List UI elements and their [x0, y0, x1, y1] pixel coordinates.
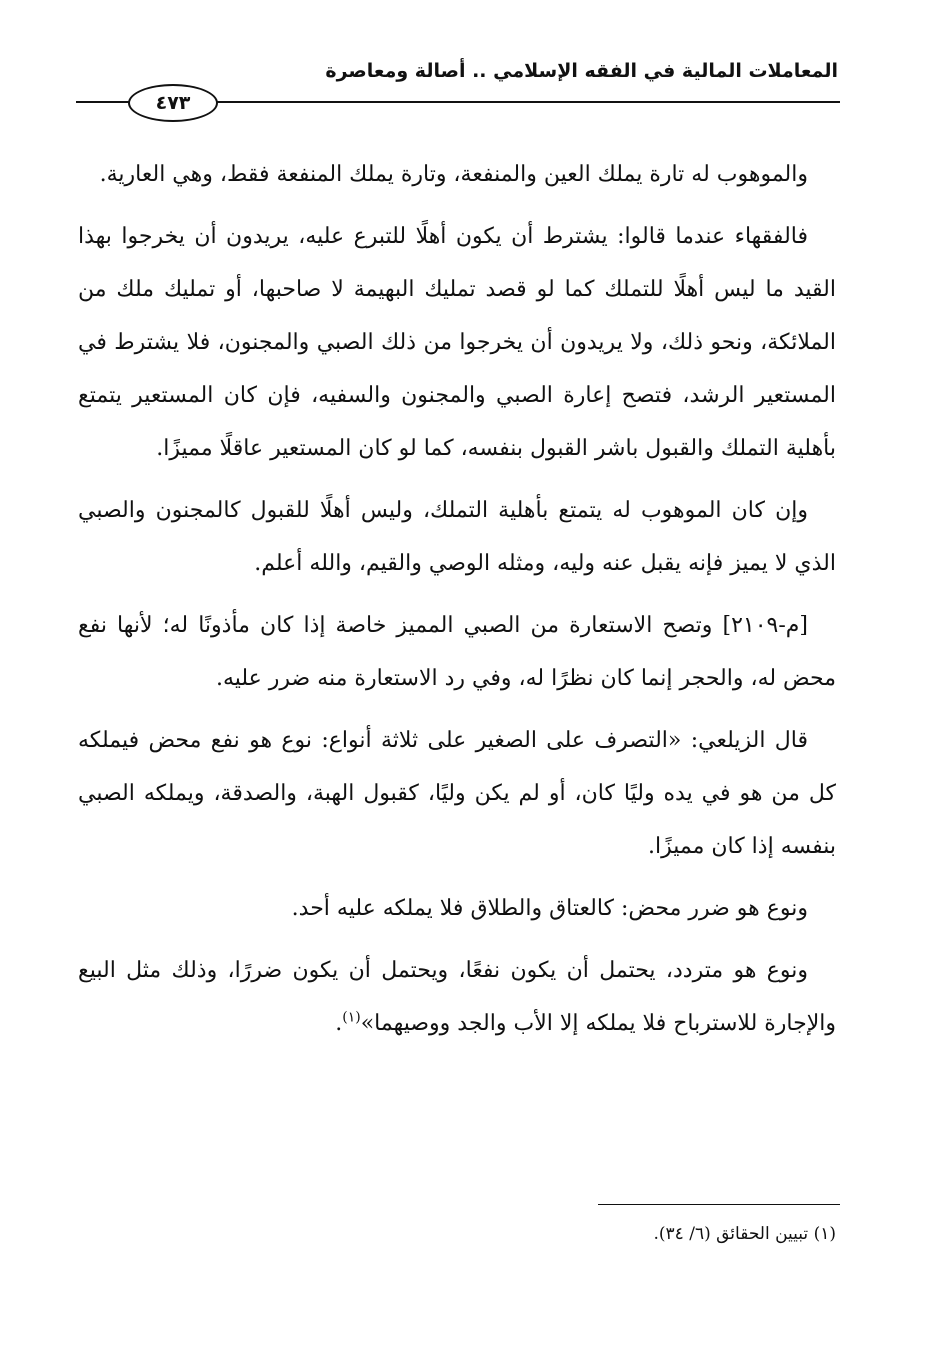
paragraph-text: ونوع هو متردد، يحتمل أن يكون نفعًا، ويحتمل أن يكون ضررًا، وذلك مثل البيع والإجارة للاسترباح فلا يملكه إلا الأب والجد ووصيهما»	[78, 958, 836, 1036]
footnote	[236, 1220, 836, 1248]
paragraph-with-footnote	[78, 944, 836, 1050]
paragraph: قال الزيلعي: «التصرف على الصغير على ثلاثة أنواع: نوع هو نفع محض فيملكه كل من هو في يده وليًا كان، أو لم يكن وليًا، كقبول الهبة، والصدقة، ويملكه الصبي بنفسه إذا كان مميزًا.	[78, 728, 836, 859]
paragraph: والموهوب له تارة يملك العين والمنفعة، وتارة يملك المنفعة فقط، وهي العارية.	[99, 162, 808, 187]
running-title: المعاملات المالية في الفقه الإسلامي .. أصالة ومعاصرة	[325, 60, 838, 82]
paragraph: فالفقهاء عندما قالوا: يشترط أن يكون أهلًا للتبرع عليه، يريدون أن يخرجوا بهذا القيد ما ليس أهلًا للتملك كما لو قصد تمليك البهيمة لا صاحبها، أو تمليك ملك من الملائكة، ونحو ذلك، ولا يريدون أن يخرجوا من ذلك الصبي والمجنون، فلا يشترط في المستعير الرشد، فتصح إعارة الصبي والمجنون والسفيه، فإن كان المستعير يتمتع بأهلية التملك والقبول باشر القبول بنفسه، كما لو كان المستعير عاقلًا مميزًا.	[78, 224, 836, 461]
main-text	[78, 148, 836, 1050]
paragraph: وإن كان الموهوب له يتمتع بأهلية التملك، وليس أهلًا للقبول كالمجنون والصبي الذي لا يميز فإنه يقبل عنه وليه، ومثله الوصي والقيم، والله أعلم.	[78, 498, 836, 576]
paragraph: [م-٢١٠٩] وتصح الاستعارة من الصبي المميز خاصة إذا كان مأذونًا له؛ لأنها نفع محض له، والحجر إنما كان نظرًا له، وفي رد الاستعارة منه ضرر عليه.	[78, 613, 836, 691]
paragraph: ونوع هو ضرر محض: كالعتاق والطلاق فلا يملكه عليه أحد.	[291, 896, 808, 921]
footnote-separator	[598, 1204, 840, 1205]
paragraph-end-mark: .	[335, 1011, 343, 1036]
footnote-marker: (١)	[813, 1224, 836, 1244]
footnote-text: تبيين الحقائق (٦/ ٣٤).	[653, 1224, 809, 1244]
footnote-reference[interactable]: (١)	[342, 1009, 361, 1026]
page-number-badge: ٤٧٣	[128, 84, 218, 122]
